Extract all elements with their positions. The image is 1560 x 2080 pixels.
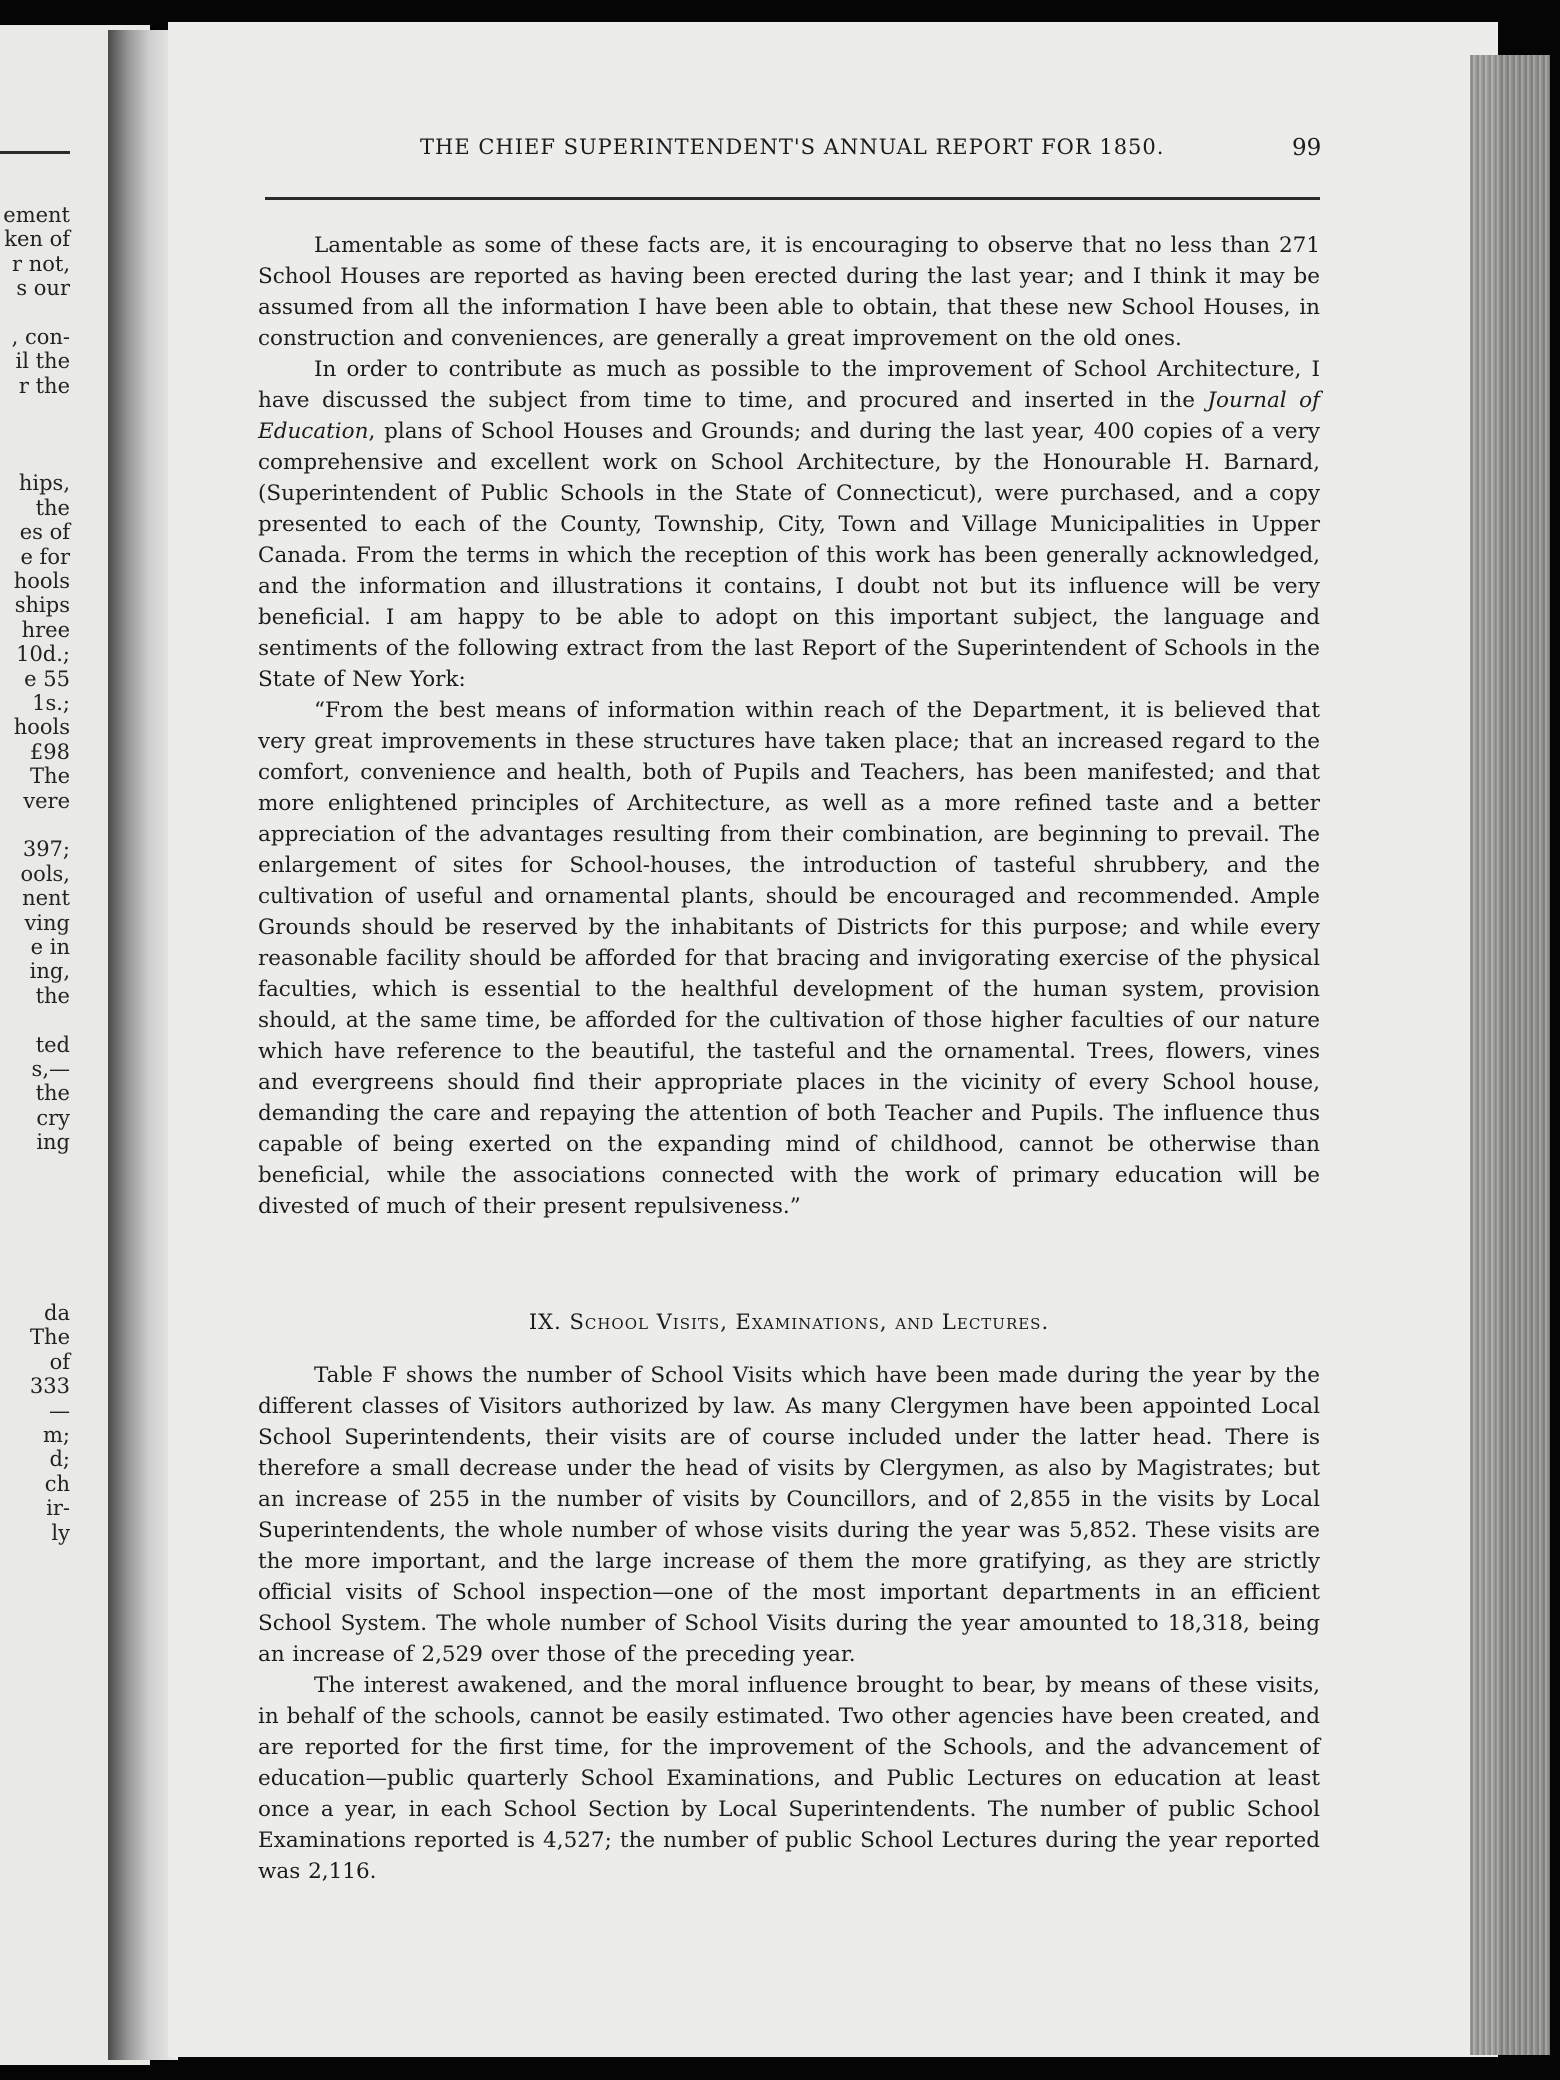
facing-page-fragment: 10d.;: [16, 642, 70, 667]
new-york-quotation: “From the best means of information within reach of the Department, it is believed that very great improvements in these structures have taken place; that an increased regard to the comfort, convenience and health, both of Pupils and Teachers, has been manifested; and that more enlightened principles of Architecture, as well as a more refined taste and a better appreciation of the advantages resulting from their combination, are beginning to prevail. The enlargement of sites for School-houses, the introduction of tasteful shrubbery, and the cultivation of useful and ornamental plants, should be encouraged and recommended. Ample Grounds should be reserved by the inhabitants of Districts for this purpose; and while every reasonable facility should be afforded for that bracing and invigorating exercise of the physical faculties, which is essential to the healthful development of the human system, provision should, at the same time, be afforded for the cultivation of those higher faculties of our nature which have reference to the beautiful, the tasteful and the ornamental. Trees, flowers, vines and evergreens should find their appropriate places in the vicinity of every School house, demanding the care and repaying the attention of both Teacher and Pupils. The influence thus capable of being exerted on the expanding mind of childhood, cannot be otherwise than beneficial, while the associations connected with the work of primary education will be divested of much of their present repulsiveness.”: [258, 698, 1320, 1219]
architecture-section: [258, 230, 1320, 1222]
facing-page-fragment: e for: [20, 544, 70, 569]
facing-page-fragment: the: [35, 1081, 70, 1106]
running-head: THE CHIEF SUPERINTENDENT'S ANNUAL REPORT FOR 1850.: [420, 135, 1165, 159]
page-number: 99: [1292, 135, 1322, 161]
facing-page-fragment: ch: [44, 1471, 70, 1496]
facing-page-fragment: The: [30, 1325, 70, 1350]
facing-page-fragment: the: [35, 495, 70, 520]
facing-page-fragment: , con-: [11, 325, 70, 349]
facing-page-fragment: s,—: [31, 1057, 70, 1081]
facing-page-fragment: nent: [22, 886, 70, 911]
facing-page-fragment: of: [49, 1349, 70, 1374]
facing-page-rule: [0, 151, 70, 154]
facing-page-fragment: cry: [36, 1105, 70, 1130]
facing-page-fragment: e 55: [24, 666, 70, 691]
facing-page-fragment: hree: [21, 617, 70, 642]
facing-page-fragment: ving: [24, 910, 70, 935]
section-heading: IX. School Visits, Examinations, and Lectures.: [528, 1310, 1050, 1334]
facing-page-fragment: r the: [18, 373, 70, 398]
facing-page-fragment: the: [35, 983, 70, 1008]
facing-page-fragment: es of: [19, 520, 70, 545]
facing-page-fragment: ing,: [29, 959, 70, 984]
facing-page-fragment: —: [49, 1398, 70, 1423]
paragraph-school-houses: Lamentable as some of these facts are, it is encouraging to observe that no less than 271 School Houses are reported as having been erected during the last year; and I think it may be assumed from all the information I have been able to obtain, that these new School Houses, in construction and conveniences, are generally a great improvement on the old ones.: [258, 233, 1320, 351]
facing-page-fragment: ken of: [4, 227, 70, 252]
paragraph-school-visits: Table F shows the number of School Visits which have been made during the year by the different classes of Visitors authorized by law. As many Clergymen have been appointed Local School Superintendents, their visits are of course included under the latter head. There is therefore a small decrease under the head of visits by Clergymen, as also by Magistrates; but an increase of 255 in the number of visits by Councillors, and of 2,855 in the visits by Local Superintendents, the whole number of whose visits during the year was 5,852. These visits are the more important, and the large increase of them the more gratifying, as they are strictly official visits of School inspection—one of the most important departments in an efficient School System. The whole number of School Visits during the year amounted to 18,318, being an increase of 2,529 over those of the preceding year.: [258, 1363, 1320, 1667]
header-rule: [265, 197, 1320, 200]
facing-page-fragment: hools: [13, 569, 70, 593]
facing-page-fragment: da: [44, 1301, 70, 1325]
facing-page-fragment: 1s.;: [32, 691, 70, 715]
facing-page-fragment: d;: [49, 1447, 70, 1472]
facing-page-fragment: The: [30, 764, 70, 789]
facing-page-fragment: r not,: [12, 251, 70, 276]
facing-page-fragment: il the: [15, 349, 70, 374]
journal-title: Journal of Education: [258, 388, 1321, 444]
page-edges: [1470, 55, 1550, 2055]
facing-page-fragment: ly: [51, 1520, 70, 1545]
facing-page-fragment: ing: [36, 1130, 70, 1155]
paragraph-examinations-lectures: The interest awakened, and the moral influence brought to bear, by means of these visits, in behalf of the schools, cannot be easily estimated. Two other agencies have been created, and are reported for the first time, for the improvement of the Schools, and the advancement of education—public quarterly School Examinations, and Public Lectures on education at least once a year, in each School Section by Local Superintendents. The number of public School Examinations reported is 4,527; the number of public School Lectures during the year reported was 2,116.: [258, 1673, 1320, 1884]
facing-page-fragment: ted: [35, 1032, 70, 1057]
facing-page-fragment: ir-: [46, 1496, 70, 1521]
facing-page-fragment: m;: [43, 1423, 70, 1447]
facing-page-fragment: s our: [16, 276, 70, 301]
paragraph-architecture: [258, 354, 1320, 695]
facing-page-fragment: hips,: [18, 471, 70, 496]
paragraph-architecture-rest: , plans of School Houses and Grounds; and during the last year, 400 copies of a very comprehensive and excellent work on School Architecture, by the Honourable H. Barnard, (Superintendent of Public Schools in the State of Connecticut), were purchased, and a copy presented to each of the County, Township, City, Town and Village Municipalities in Upper Canada. From the terms in which the reception of this work has been generally acknowledged, and the information and illustrations it contains, I doubt not but its influence will be very beneficial. I am happy to be able to adopt on this important subject, the language and sentiments of the following extract from the last Report of the Superintendent of Schools in the State of New York:: [258, 419, 1320, 692]
facing-page-fragment: 397;: [22, 837, 70, 862]
facing-page-fragment: 333: [29, 1374, 70, 1399]
facing-page-fragment: vere: [23, 788, 70, 813]
facing-page-fragment: ement: [3, 203, 70, 227]
facing-page-fragment: ships: [14, 593, 70, 618]
visits-section: [258, 1360, 1320, 1887]
facing-page-fragment: hools: [13, 715, 70, 740]
facing-page-fragment: ools,: [20, 861, 70, 886]
facing-page-fragment: £98: [29, 739, 70, 764]
paragraph-architecture-start: In order to contribute as much as possible to the improvement of School Architecture, I have discussed the subject from time to time, and procured and inserted in the: [258, 357, 1320, 413]
facing-page-fragment: e in: [30, 935, 70, 959]
